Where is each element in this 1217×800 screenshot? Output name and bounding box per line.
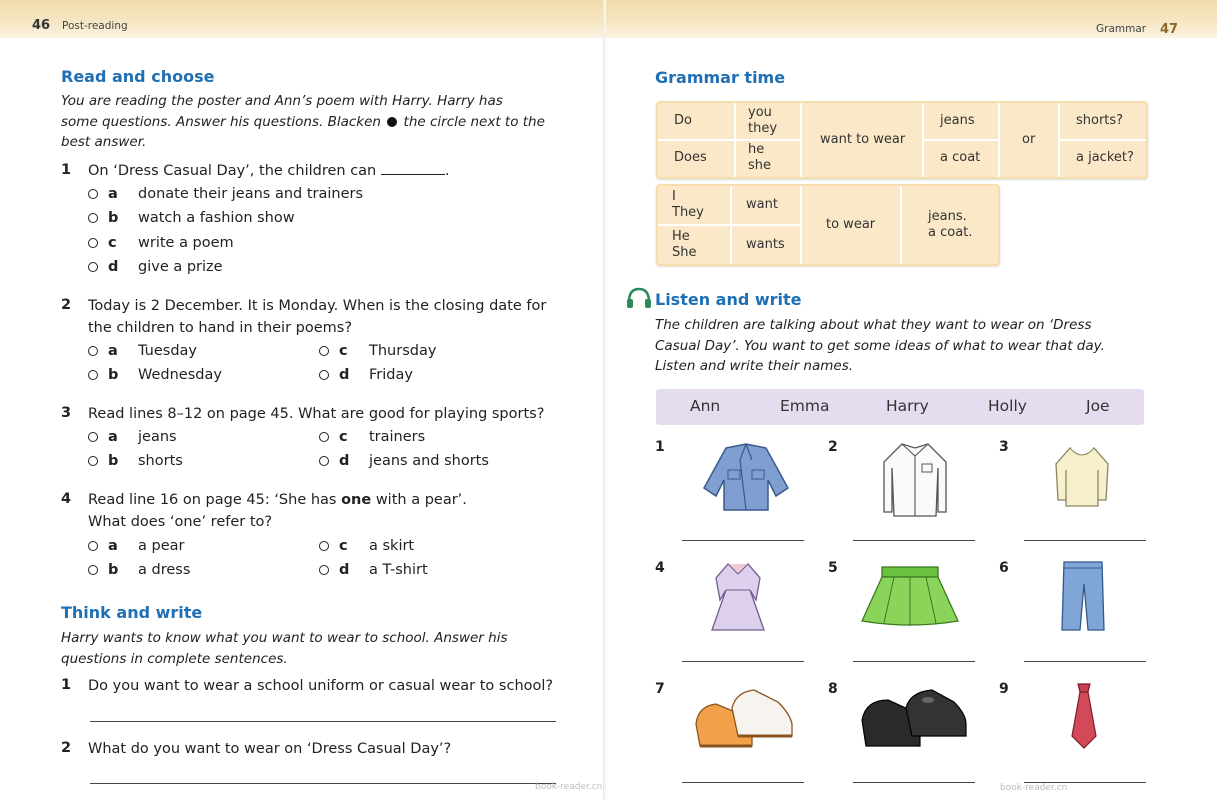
option-q4-b[interactable]: b a dress (88, 562, 190, 578)
question-number: 4 (61, 491, 72, 507)
answer-line[interactable] (853, 661, 975, 662)
item-number: 3 (999, 439, 1009, 455)
radio-circle[interactable] (88, 565, 98, 575)
left-page (0, 0, 604, 800)
option-q2-c[interactable]: c Thursday (319, 343, 436, 359)
trainers-icon (692, 684, 798, 754)
option-q1-d[interactable]: d give a prize (88, 259, 223, 275)
item-number: 9 (999, 681, 1009, 697)
question-text: Read lines 8–12 on page 45. What are good for playing sports? (88, 406, 545, 422)
grammar-cell: a coat (940, 150, 981, 165)
question-number: 2 (61, 740, 72, 756)
radio-circle[interactable] (88, 238, 98, 248)
read-choose-heading: Read and choose (61, 67, 215, 86)
answer-line[interactable] (853, 782, 975, 783)
denim-jacket-icon (696, 440, 796, 516)
answer-line[interactable] (1024, 661, 1146, 662)
option-q3-c[interactable]: c trainers (319, 429, 425, 445)
page-number: 47 (1160, 22, 1179, 37)
option-q1-b[interactable]: b watch a fashion show (88, 210, 295, 226)
grammar-cell: Does (674, 150, 707, 165)
grammar-cell: jeans. a coat. (928, 209, 973, 240)
item-number: 7 (655, 681, 665, 697)
answer-line[interactable] (853, 540, 975, 541)
option-q4-a[interactable]: a a pear (88, 538, 184, 554)
grammar-cell: shorts? (1076, 113, 1124, 128)
listen-write-instructions: The children are talking about what they want to wear on ‘Dress Casual Day’. You want to get some ideas of what to wear that day. Listen and write their names. (655, 317, 1105, 374)
option-q1-a[interactable]: a donate their jeans and trainers (88, 186, 363, 202)
item-number: 6 (999, 560, 1009, 576)
answer-line[interactable] (682, 782, 804, 783)
grammar-cell: or (1022, 132, 1036, 147)
listen-write-heading: Listen and write (655, 290, 802, 309)
radio-circle[interactable] (88, 541, 98, 551)
option-q3-a[interactable]: a jeans (88, 429, 177, 445)
radio-circle[interactable] (88, 346, 98, 356)
dress-icon (706, 560, 770, 634)
grammar-cell: Do (674, 113, 692, 128)
tie-icon (1064, 680, 1104, 752)
item-number: 2 (828, 439, 838, 455)
jeans-icon (1058, 558, 1108, 634)
option-q3-b[interactable]: b shorts (88, 453, 183, 469)
grammar-heading: Grammar time (655, 68, 786, 87)
black-shoes-icon (858, 684, 970, 754)
answer-line[interactable] (682, 661, 804, 662)
radio-circle[interactable] (319, 432, 329, 442)
radio-circle[interactable] (88, 456, 98, 466)
grammar-cell: want (746, 197, 778, 212)
watermark: book-reader.cn (1000, 783, 1068, 793)
item-number: 8 (828, 681, 838, 697)
page-number: 46 (32, 18, 51, 33)
question-text: Do you want to wear a school uniform or casual wear to school? (88, 678, 554, 694)
name-label: Emma (780, 397, 830, 415)
item-number: 1 (655, 439, 665, 455)
question-number: 1 (61, 162, 72, 178)
name-label: Joe (1086, 397, 1110, 415)
white-shirt-icon (880, 440, 950, 518)
radio-circle[interactable] (319, 370, 329, 380)
question-number: 3 (61, 405, 72, 421)
grammar-cell: he she (748, 142, 772, 173)
question-text: Read line 16 on page 45: ‘She has one with a pear’. What does ‘one’ refer to? (88, 492, 467, 530)
section-label: Post-reading (62, 20, 128, 32)
question-text: Today is 2 December. It is Monday. When is the closing date for the children to hand in their poems? (88, 298, 547, 336)
item-number: 5 (828, 560, 838, 576)
filled-circle-icon (387, 117, 397, 127)
radio-circle[interactable] (319, 541, 329, 551)
read-choose-instructions: You are reading the poster and Ann’s poem with Harry. Harry has some questions. Answer his questions. Blacken the circle next to the best answer. (61, 93, 545, 150)
grammar-table-2 (656, 184, 1000, 266)
answer-blank[interactable] (381, 162, 445, 175)
option-q2-a[interactable]: a Tuesday (88, 343, 197, 359)
answer-line[interactable] (1024, 540, 1146, 541)
section-label: Grammar (1096, 23, 1147, 35)
radio-circle[interactable] (88, 262, 98, 272)
green-skirt-icon (858, 563, 962, 629)
radio-circle[interactable] (319, 565, 329, 575)
radio-circle[interactable] (88, 432, 98, 442)
answer-line[interactable] (90, 721, 556, 722)
think-write-instructions: Harry wants to know what you want to wear to school. Answer his questions in complete sentences. (61, 630, 508, 667)
name-label: Ann (690, 397, 721, 415)
option-q3-d[interactable]: d jeans and shorts (319, 453, 489, 469)
grammar-cell: want to wear (820, 132, 906, 147)
grammar-cell: wants (746, 237, 785, 252)
question-text: What do you want to wear on ‘Dress Casual Day’? (88, 741, 452, 757)
radio-circle[interactable] (88, 370, 98, 380)
headphones-icon (625, 286, 653, 310)
name-label: Harry (886, 397, 929, 415)
option-q4-d[interactable]: d a T-shirt (319, 562, 428, 578)
header-band (0, 0, 604, 38)
grammar-cell: to wear (826, 217, 876, 232)
grammar-cell: a jacket? (1076, 150, 1134, 165)
radio-circle[interactable] (88, 189, 98, 199)
name-label: Holly (988, 397, 1027, 415)
grammar-table-1 (656, 101, 1148, 179)
radio-circle[interactable] (319, 456, 329, 466)
item-number: 4 (655, 560, 665, 576)
question-text: On ‘Dress Casual Day’, the children can . (88, 163, 450, 179)
watermark: book-reader.cn (535, 782, 603, 792)
grammar-cell: you they (748, 105, 778, 136)
grammar-cell: I They (672, 189, 704, 220)
radio-circle[interactable] (88, 213, 98, 223)
think-write-heading: Think and write (61, 603, 203, 622)
question-number: 2 (61, 297, 72, 313)
radio-circle[interactable] (319, 346, 329, 356)
question-number: 1 (61, 677, 72, 693)
option-q2-b[interactable]: b Wednesday (88, 367, 222, 383)
option-q1-c[interactable]: c write a poem (88, 235, 234, 251)
blouse-icon (1054, 444, 1110, 510)
option-q2-d[interactable]: d Friday (319, 367, 413, 383)
grammar-cell: jeans (940, 113, 975, 128)
grammar-cell: He She (672, 229, 697, 260)
answer-line[interactable] (682, 540, 804, 541)
option-q4-c[interactable]: c a skirt (319, 538, 414, 554)
answer-line[interactable] (90, 783, 556, 784)
